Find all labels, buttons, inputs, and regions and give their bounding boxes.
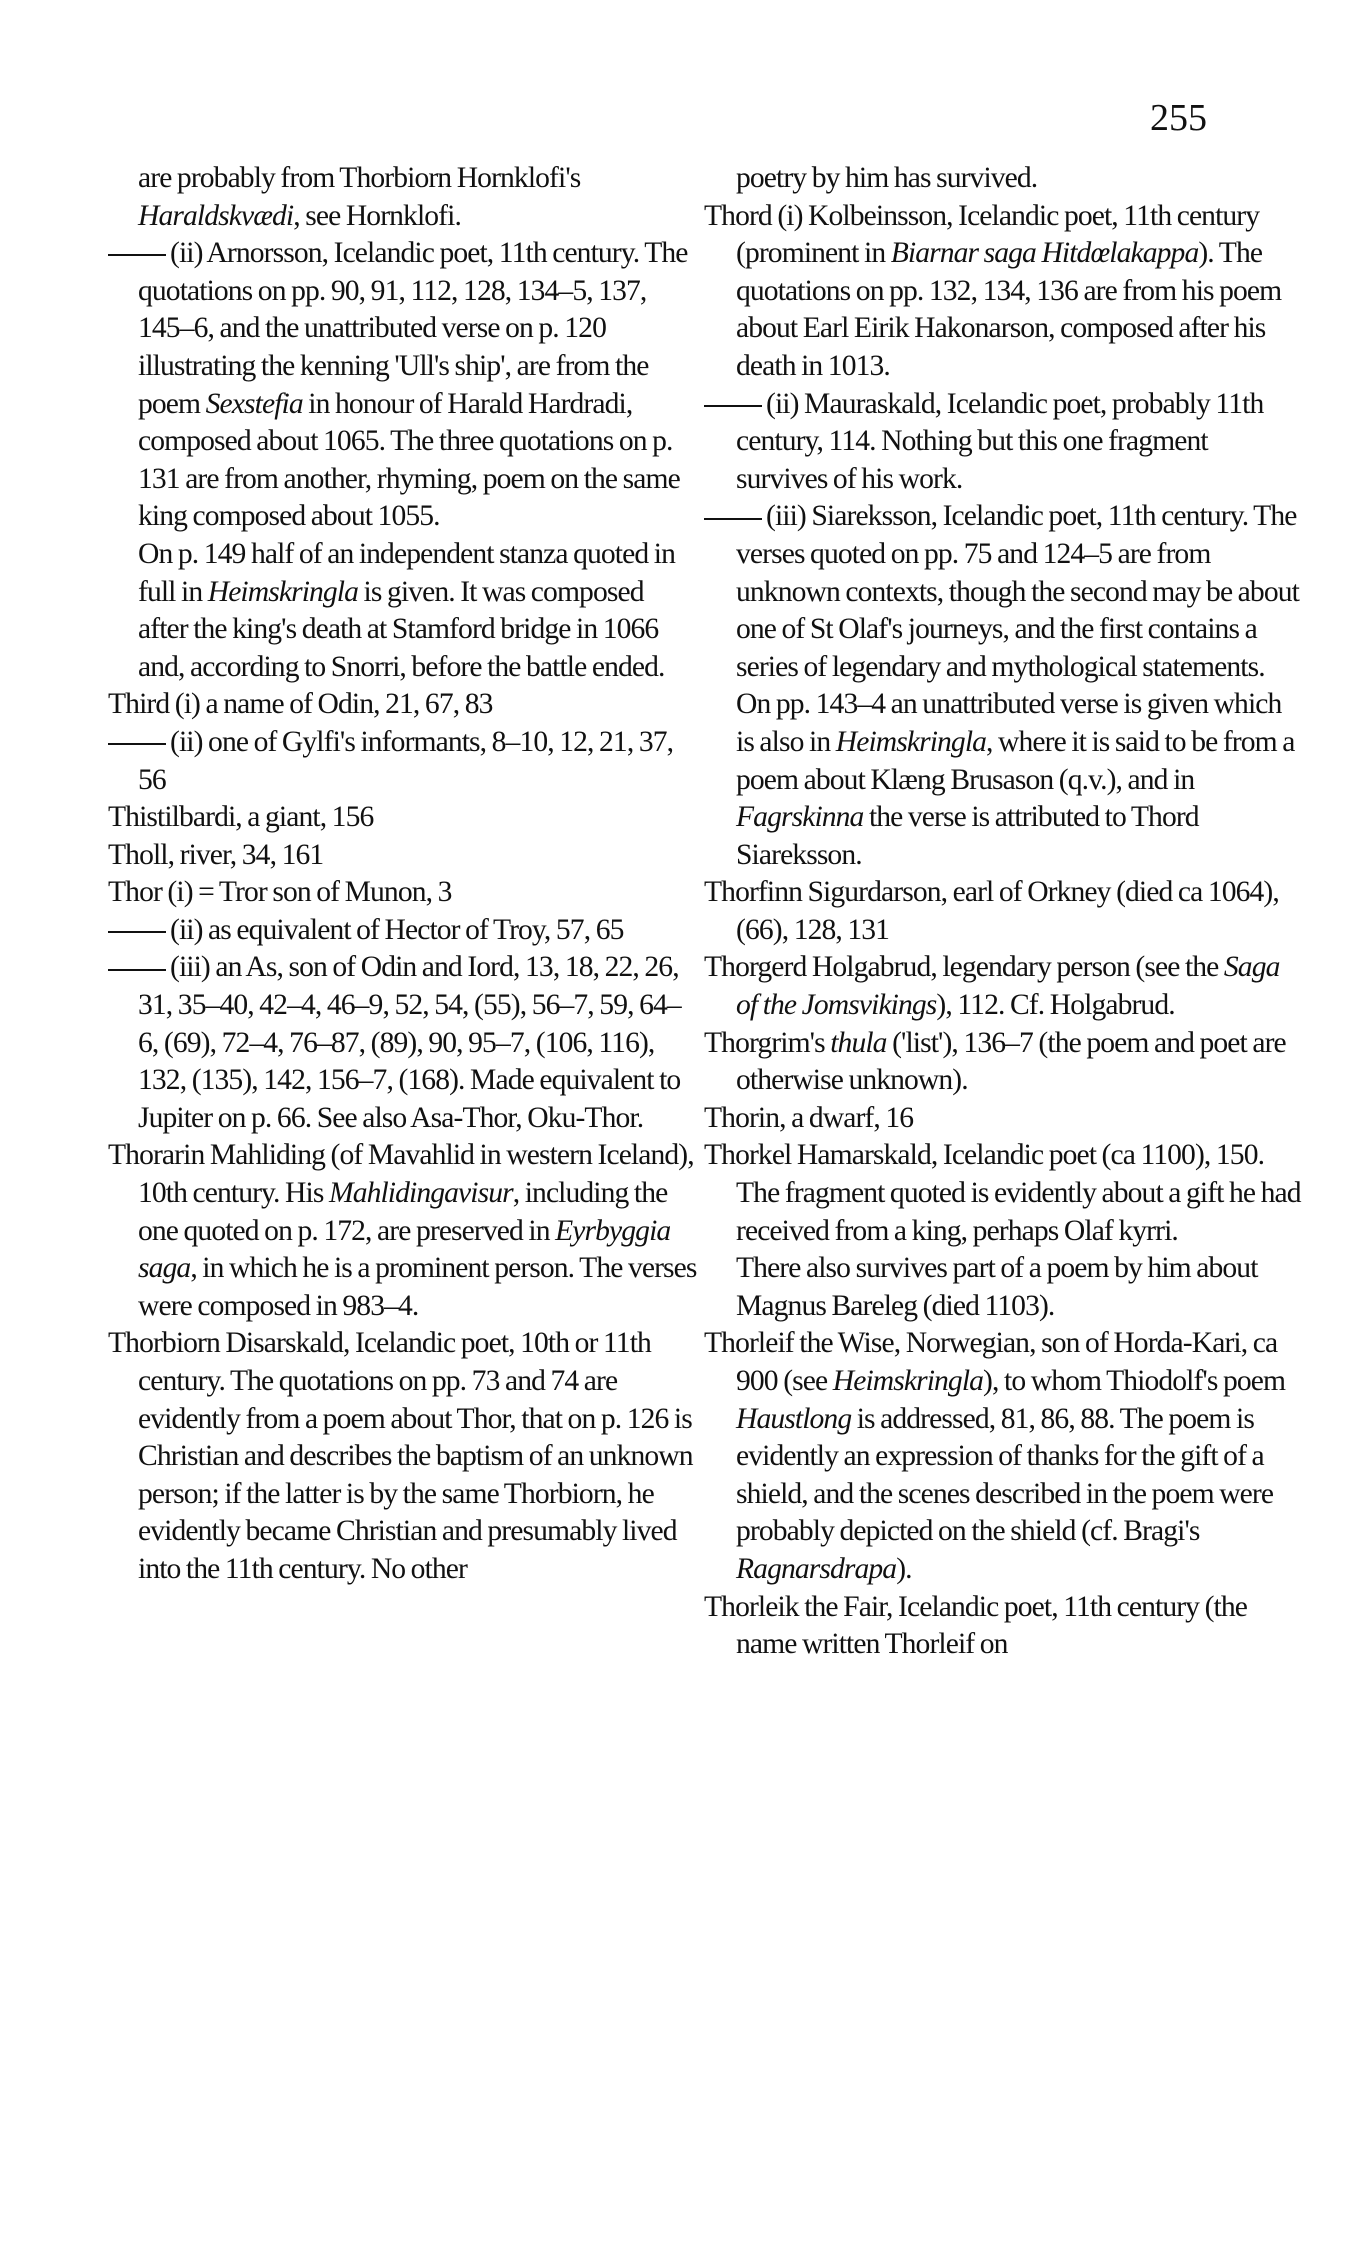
entry-text: There also survives part of a poem by him about Magnus Bareleg (died 1103). [736, 1252, 1258, 1322]
entry-text: , in which he is a prominent person. The verses were composed in 983–4. [138, 1252, 697, 1322]
italic-title: Heimskringla [835, 725, 987, 758]
entry-text: ). [896, 1552, 912, 1585]
index-subentry [704, 386, 1304, 499]
page-number: 255 [1150, 97, 1207, 139]
entry-text: poetry by him has survived. [736, 162, 1038, 194]
index-entry [108, 1325, 698, 1588]
entry-text: , where it is said to be from a poem about Klæng Brusason (q.v.), and in [736, 725, 1295, 796]
entry-text: ), 112. Cf. Holgabrud. [936, 989, 1175, 1022]
entry-text: ). The quotations on pp. 132, 134, 136 are from his poem about Earl Eirik Hakonarson, composed after his death in 1013. [736, 237, 1282, 382]
entry-text: in honour of Harald Hardradi, composed about 1065. The three quotations on p. 131 are from another, rhyming, poem on the same king composed about 1055. [138, 387, 680, 533]
ditto-dash [108, 743, 166, 745]
index-entry [108, 837, 698, 875]
entry-text: (iii) an As, son of Odin and Iord, 13, 18, 22, 26, 31, 35–40, 42–4, 46–9, 52, 54, (55), 56–7, 59, 64–6, (69), 72–4, 76–87, (89), 90, 95–7, (106, 116), 132, (135), 142, 156–7, (168). Made equivalent to Jupiter on p. 66. See also Asa-Thor, Oku-Thor. [138, 951, 681, 1134]
entry-text: Thor (i) = Tror son of Munon, 3 [108, 876, 452, 909]
italic-title: Eyrbyggia saga [138, 1214, 671, 1285]
entry-text: Thorleik the Fair, Icelandic poet, 11th century (the name written Thorleif on [704, 1590, 1247, 1661]
entry-text: ('list'), 136–7 (the poem and poet are otherwise unknown). [736, 1026, 1286, 1097]
entry-text: Tholl, river, 34, 161 [108, 838, 324, 871]
entry-text: , see Hornklofi. [293, 199, 461, 232]
index-subentry [108, 912, 698, 950]
italic-title: Ragnarsdrapa [736, 1552, 897, 1585]
entry-text: ), to whom Thiodolf's poem [983, 1365, 1286, 1397]
italic-title: Haraldskvædi [138, 199, 294, 232]
italic-title: thula [830, 1026, 887, 1059]
ditto-dash [108, 931, 166, 933]
ditto-dash [704, 405, 762, 407]
index-subentry [108, 724, 698, 799]
entry-text: Thorleif the Wise, Norwegian, son of Horda-Kari, ca 900 (see [704, 1327, 1278, 1397]
italic-title: Saga of the Jomsvikings [736, 951, 1280, 1022]
index-entry [704, 1100, 1304, 1138]
italic-title: Haustlong [736, 1402, 852, 1435]
ditto-dash [108, 969, 166, 971]
italic-title: Mahlidingavisur [328, 1177, 513, 1210]
entry-text: is given. It was composed after the king's death at Stamford bridge in 1066 and, according to Snorri, before the battle ended. [138, 575, 665, 683]
ditto-dash [108, 254, 166, 256]
index-entry [108, 799, 698, 837]
entry-text: Thord (i) Kolbeinsson, Icelandic poet, 11th century (prominent in [704, 199, 1260, 270]
entry-text: Thorbiorn Disarskald, Icelandic poet, 10th or 11th century. The quotations on pp. 73 and 74 are evidently from a poem about Thor, that on p. 126 is Christian and describes the baptism of an unknown person; if the latter is by the same Thorbiorn, he evidently became Christian and presumably lived into the 11th century. No other [108, 1327, 693, 1585]
italic-title: Heimskringla [832, 1365, 984, 1397]
entry-text: (ii) Arnorsson, Icelandic poet, 11th century. The quotations on pp. 90, 91, 112, 128, 134–5, 137, 145–6, and the unattributed verse on p. 120 illustrating the kenning 'Ull's ship', are from the poem [138, 237, 688, 420]
right-column [704, 160, 1304, 1664]
index-subentry [704, 498, 1304, 874]
entry-text: Third (i) a name of Odin, 21, 67, 83 [108, 688, 493, 721]
index-subentry [108, 235, 698, 536]
italic-title: Biarnar saga Hitdœlakappa [890, 237, 1199, 270]
entry-text: Thorgrim's [704, 1026, 831, 1059]
index-entry [108, 1137, 698, 1325]
entry-text: (ii) Mauraskald, Icelandic poet, probably 11th century, 114. Nothing but this one fragment survives of his work. [736, 387, 1264, 495]
index-subentry [108, 949, 698, 1137]
index-continuation [108, 160, 698, 235]
left-column [108, 160, 698, 1589]
entry-text: (ii) one of Gylfi's informants, 8–10, 12, 21, 37, 56 [138, 725, 674, 796]
italic-title: Sexstefia [205, 387, 303, 420]
ditto-dash [704, 518, 762, 520]
index-entry [704, 198, 1304, 386]
entry-text: (ii) as equivalent of Hector of Troy, 57, 65 [170, 913, 624, 946]
entry-text: (iii) Siareksson, Icelandic poet, 11th century. The verses quoted on pp. 75 and 124–5 are from unknown contexts, though the second may be about one of St Olaf's journeys, and the first contains a series of legendary and mythological statements. On pp. 143–4 an unattributed verse is given which is also in [736, 500, 1299, 758]
entry-text: Thorin, a dwarf, 16 [704, 1101, 914, 1134]
entry-text: is addressed, 81, 86, 88. The poem is evidently an expression of thanks for the gift of a shield, and the scenes described in the poem were probably depicted on the shield (cf. Bragi's [736, 1402, 1274, 1548]
index-entry [108, 874, 698, 912]
entry-text: Thistilbardi, a giant, 156 [108, 801, 374, 834]
entry-text: are probably from Thorbiorn Hornklofi's [138, 162, 581, 194]
index-entry [704, 1025, 1304, 1100]
italic-title: Fagrskinna [736, 801, 864, 834]
entry-text: Thorgerd Holgabrud, legendary person (see the [704, 951, 1224, 984]
index-entry [108, 686, 698, 724]
index-entry [704, 1325, 1304, 1588]
index-entry [704, 874, 1304, 949]
entry-text: On p. 149 half of an independent stanza quoted in full in [138, 537, 675, 608]
index-continuation [108, 536, 698, 686]
index-continuation [704, 160, 1304, 198]
index-entry [704, 949, 1304, 1024]
index-continuation [704, 1250, 1304, 1325]
entry-text: the verse is attributed to Thord Siareksson. [736, 801, 1199, 871]
entry-text: Thorfinn Sigurdarson, earl of Orkney (died ca 1064), (66), 128, 131 [704, 876, 1279, 946]
entry-text: Thorkel Hamarskald, Icelandic poet (ca 1100), 150. The fragment quoted is evidently about a gift he had received from a king, perhaps Olaf kyrri. [704, 1139, 1301, 1247]
entry-text: , including the one quoted on p. 172, are preserved in [138, 1177, 668, 1247]
entry-text: Thorarin Mahliding (of Mavahlid in western Iceland), 10th century. His [108, 1139, 694, 1210]
index-entry [704, 1589, 1304, 1664]
index-entry [704, 1137, 1304, 1250]
italic-title: Heimskringla [207, 575, 359, 608]
